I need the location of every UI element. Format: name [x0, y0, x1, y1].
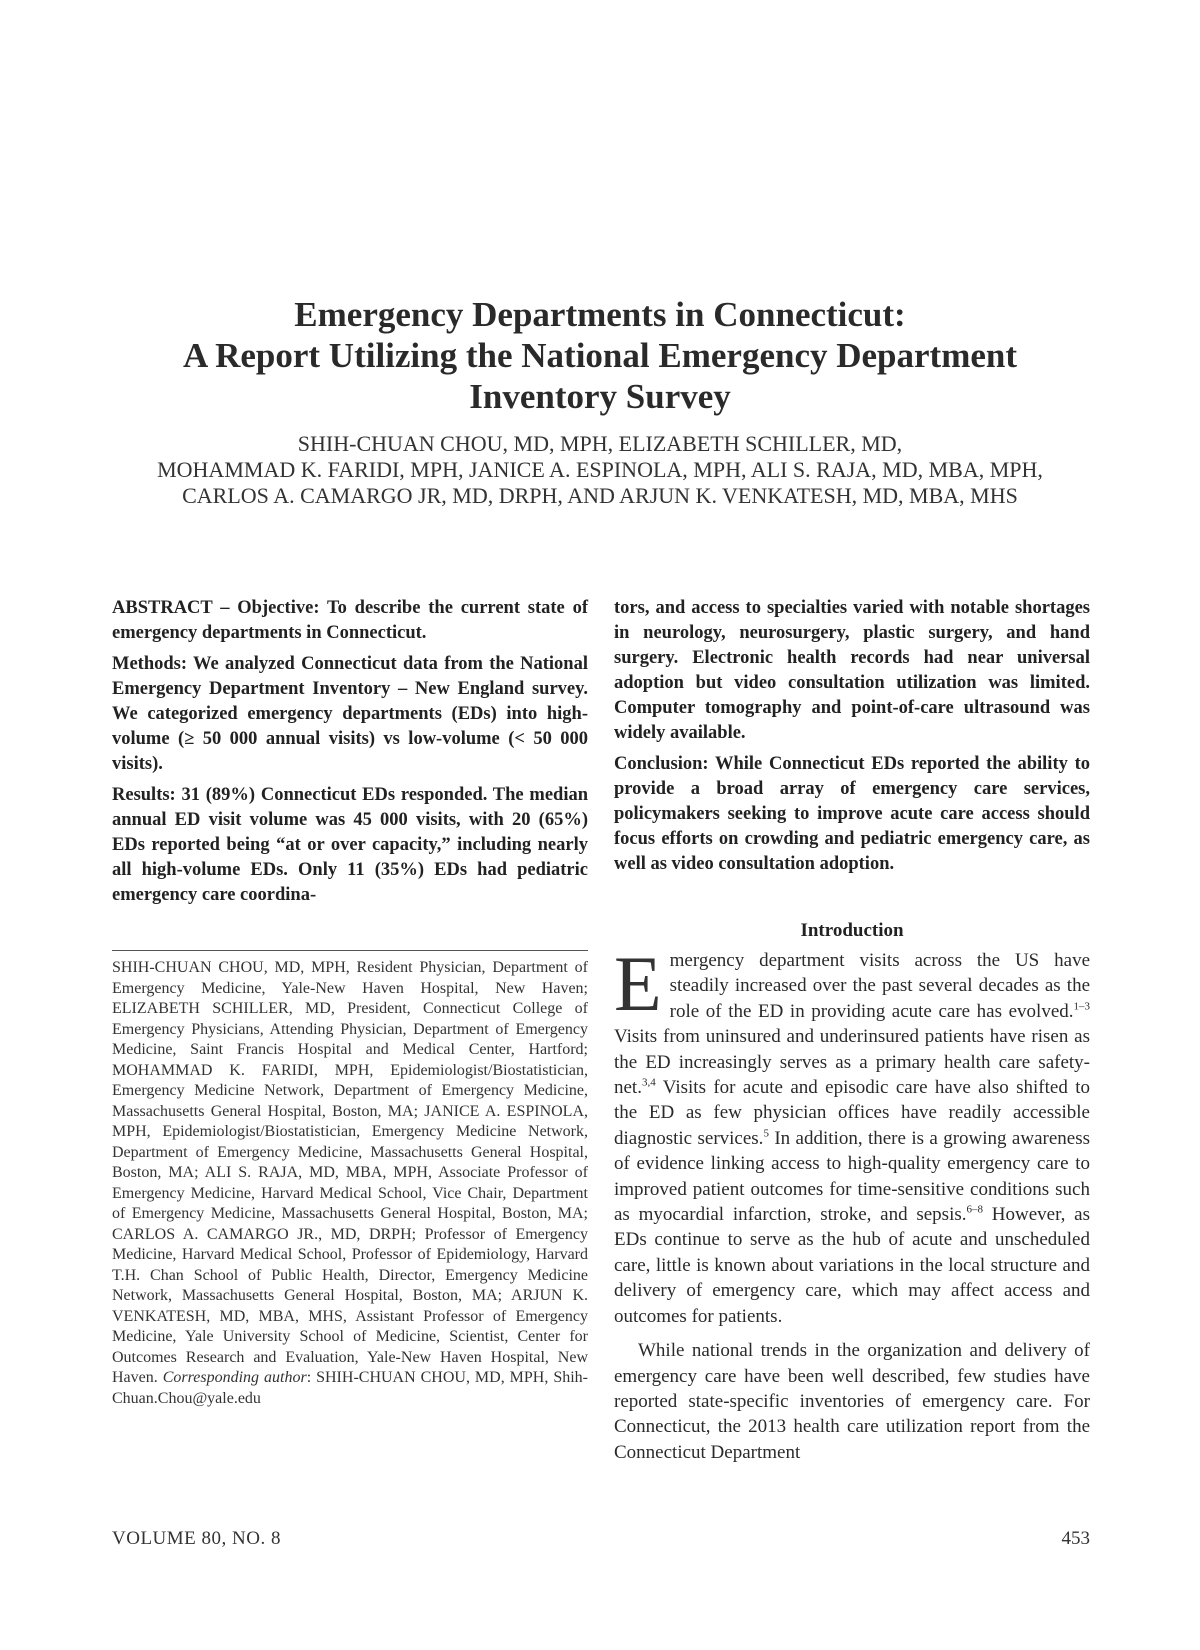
article-title-line-1: Emergency Departments in Connecticut:: [294, 295, 906, 334]
abstract-conclusion: Conclusion: While Connecticut EDs reported the ability to provide a broad array of emergency care services, policymakers seeking to improve acute care access should focus efforts on crowding and pediatric emergency care, as well as video consultation adoption.: [614, 754, 1090, 874]
abstract-methods: Methods: We analyzed Connecticut data from the National Emergency Department Inventory – New England survey. We categorized emergency departments (EDs) into high-volume (≥ 50 000 annual visits) vs low-volume (< 50 000 visits).: [112, 654, 588, 774]
author-list: [100, 431, 1100, 509]
page-number: 453: [1061, 1528, 1090, 1549]
introduction-paragraph-1: [614, 940, 1090, 1329]
citation: 3,4: [641, 1076, 656, 1089]
article-title-line-3: Inventory Survey: [469, 377, 731, 416]
footnote-divider: [112, 950, 588, 951]
corresponding-author-contact: : SHIH-CHUAN CHOU, MD, MPH, Shih-Chuan.Chou@yale.edu: [112, 1369, 588, 1407]
intro-text-segment: mergency department visits across the US have steadily increased over the past several decades as the role of the ED in providing acute care has evolved.: [669, 950, 1090, 1022]
abstract-results-continued: tors, and access to specialties varied with notable shortages in neurology, neurosurgery, plastic surgery, and hand surgery. Electronic health records had near universal adoption but video consultation utilization was limited. Computer tomography and point-of-care ultrasound was widely available.: [614, 598, 1090, 743]
citation: 5: [763, 1127, 769, 1140]
abstract-right-column: [614, 596, 1090, 883]
author-affiliations: [112, 958, 588, 1409]
author-line-1: SHIH-CHUAN CHOU, MD, MPH, ELIZABETH SCHILLER, MD,: [297, 431, 903, 456]
abstract-objective: ABSTRACT – Objective: To describe the current state of emergency departments in Connecticut.: [112, 598, 588, 643]
journal-volume: VOLUME 80, NO. 8: [112, 1528, 281, 1549]
citation: 6–8: [966, 1203, 983, 1216]
intro-text-segment: Visits from uninsured and underinsured patients have risen as the ED increasingly serves as a primary health care safety-net.: [614, 1026, 1090, 1099]
article-header: [100, 294, 1100, 509]
introduction-heading: Introduction: [800, 920, 904, 941]
intro-text-segment: In addition, there is a growing awareness of evidence linking access to high-quality emergency care to improved patient outcomes for time-sensitive conditions such as myocardial infarction, stroke, and sepsis.: [614, 1127, 1090, 1226]
intro-text-segment: However, as EDs continue to serve as the hub of acute and unscheduled care, little is known about variations in the local structure and delivery of emergency care, which may affect access and outcomes for patients.: [614, 1204, 1090, 1327]
corresponding-author-label: Corresponding author: [162, 1369, 307, 1386]
author-line-2: MOHAMMAD K. FARIDI, MPH, JANICE A. ESPINOLA, MPH, ALI S. RAJA, MD, MBA, MPH,: [157, 457, 1043, 482]
article-title-line-2: A Report Utilizing the National Emergency Department: [182, 336, 1018, 375]
author-line-3: CARLOS A. CAMARGO JR, MD, DRPH, AND ARJUN K. VENKATESH, MD, MBA, MHS: [182, 483, 1018, 508]
intro-text-segment: Visits for acute and episodic care have also shifted to the ED as few physician offices have readily accessible diagnostic services.: [614, 1077, 1090, 1149]
introduction-paragraph-2: While national trends in the organization and delivery of emergency care have been well described, few studies have reported state-specific inventories of emergency care. For Connecticut, the 2013 health care utilization report from the Connecticut Department: [614, 1340, 1090, 1463]
abstract-left-column: [112, 596, 588, 914]
abstract-results: Results: 31 (89%) Connecticut EDs responded. The median annual ED visit volume was 45 000 visits, with 20 (65%) EDs reported being “at or over capacity,” including nearly all high-volume EDs. Only 11 (35%) EDs had pediatric emergency care coordina-: [112, 785, 588, 905]
drop-cap: E: [614, 940, 662, 1027]
citation: 1–3: [1073, 1000, 1090, 1013]
introduction-body: [614, 940, 1090, 1465]
affiliations-text: SHIH-CHUAN CHOU, MD, MPH, Resident Physician, Department of Emergency Medicine, Yale-New Haven Hospital, New Haven; ELIZABETH SCHILLER, MD, President, Connecticut College of Emergency Physicians, Attending Physician, Department of Emergency Medicine, Saint Francis Hospital and Medical Center, Hartford; MOHAMMAD K. FARIDI, MPH, Epidemiologist/Biostatistician, Emergency Medicine Network, Department of Emergency Medicine, Massachusetts General Hospital, Boston, MA; JANICE A. ESPINOLA, MPH, Epidemiologist/Biostatistician, Emergency Medicine Network, Department of Emergency Medicine, Massachusetts General Hospital, Boston, MA; ALI S. RAJA, MD, MBA, MPH, Associate Professor of Emergency Medicine, Harvard Medical School, Vice Chair, Department of Emergency Medicine, Massachusetts General Hospital, Boston, MA; CARLOS A. CAMARGO JR., MD, DRPH; Professor of Emergency Medicine, Harvard Medical School, Professor of Epidemiology, Harvard T.H. Chan School of Public Health, Director, Emergency Medicine Network, Massachusetts General Hospital, Boston, MA; ARJUN K. VENKATESH, MD, MBA, MHS, Assistant Professor of Emergency Medicine, Yale University School of Medicine, Scientist, Center for Outcomes Research and Evaluation, Yale-New Haven Hospital, New Haven.: [112, 959, 588, 1386]
